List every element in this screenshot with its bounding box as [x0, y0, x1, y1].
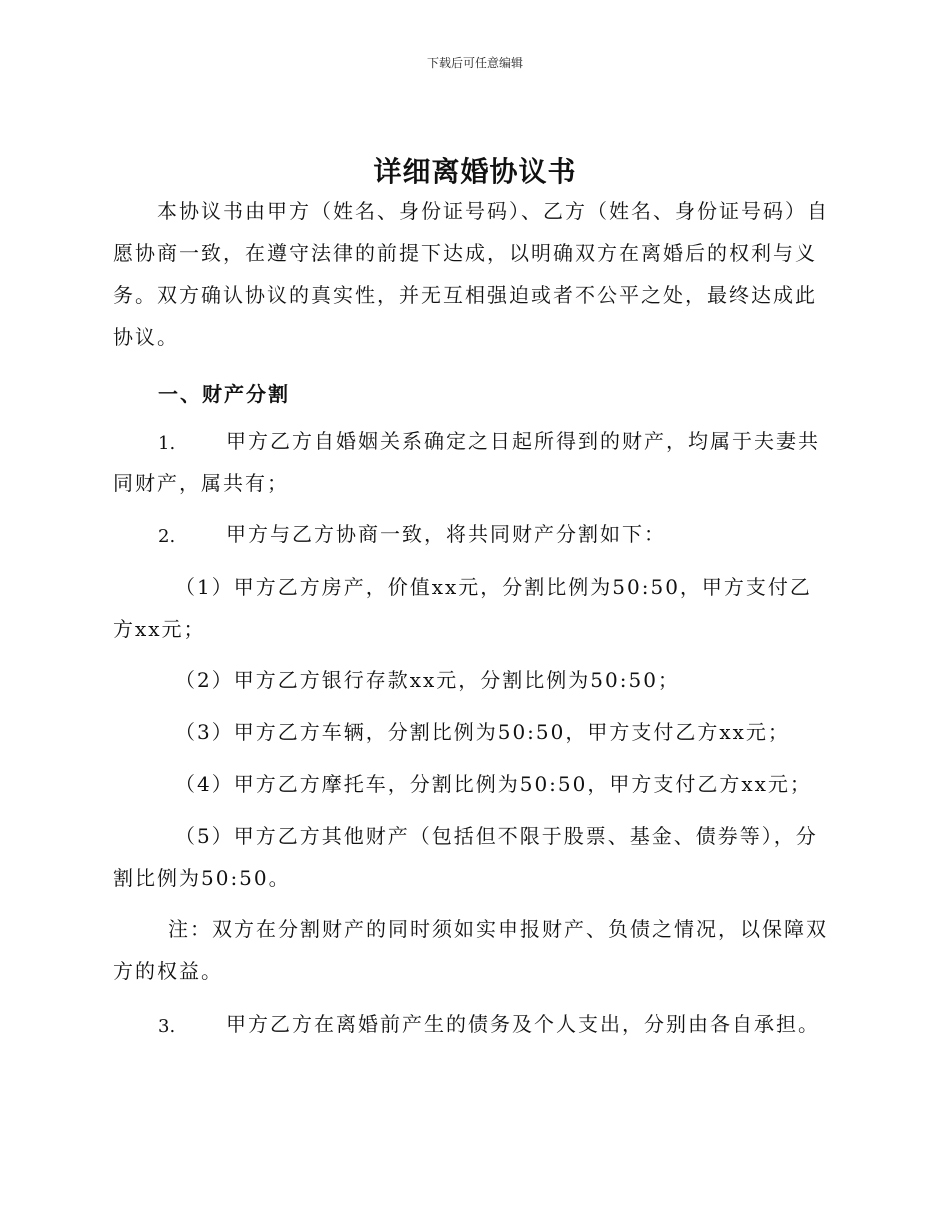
item-text-3: 甲方乙方在离婚前产生的债务及个人支出，分别由各自承担。: [226, 1012, 820, 1036]
document-title: 详细离婚协议书: [373, 155, 577, 188]
subitem-5: （5）甲方乙方其他财产（包括但不限于股票、基金、债券等），分割比例为50:50。: [113, 824, 818, 890]
intro-paragraph: 本协议书由甲方（姓名、身份证号码）、乙方（姓名、身份证号码）自愿协商一致，在遵守法律的前提下达成，以明确双方在离婚后的权利与义务。双方确认协议的真实性，并无互相强迫或者不公平之处，最终达成此协议。: [113, 199, 829, 349]
subitem-3: （3）甲方乙方车辆，分割比例为50:50，甲方支付乙方xx元；: [175, 720, 790, 744]
item-text-1: 甲方乙方自婚姻关系确定之日起所得到的财产，均属于夫妻共同财产，属共有；: [113, 429, 820, 495]
note-paragraph: 注：双方在分割财产的同时须如实申报财产、负债之情况，以保障双方的权益。: [113, 917, 828, 983]
item-text-2: 甲方与乙方协商一致，将共同财产分割如下：: [226, 522, 666, 546]
subitem-2: （2）甲方乙方银行存款xx元，分割比例为50:50；: [175, 668, 680, 692]
item-number-2: 2.: [158, 526, 176, 547]
item-number-3: 3.: [158, 1016, 176, 1037]
subitem-1: （1）甲方乙方房产，价值xx元，分割比例为50:50，甲方支付乙方xx元；: [113, 575, 812, 641]
page-header-note: 下载后可任意编辑: [426, 56, 523, 70]
item-number-1: 1.: [158, 433, 176, 454]
section-heading-property-division: 一、财产分割: [158, 382, 290, 406]
subitem-4: （4）甲方乙方摩托车，分割比例为50:50，甲方支付乙方xx元；: [175, 772, 812, 796]
